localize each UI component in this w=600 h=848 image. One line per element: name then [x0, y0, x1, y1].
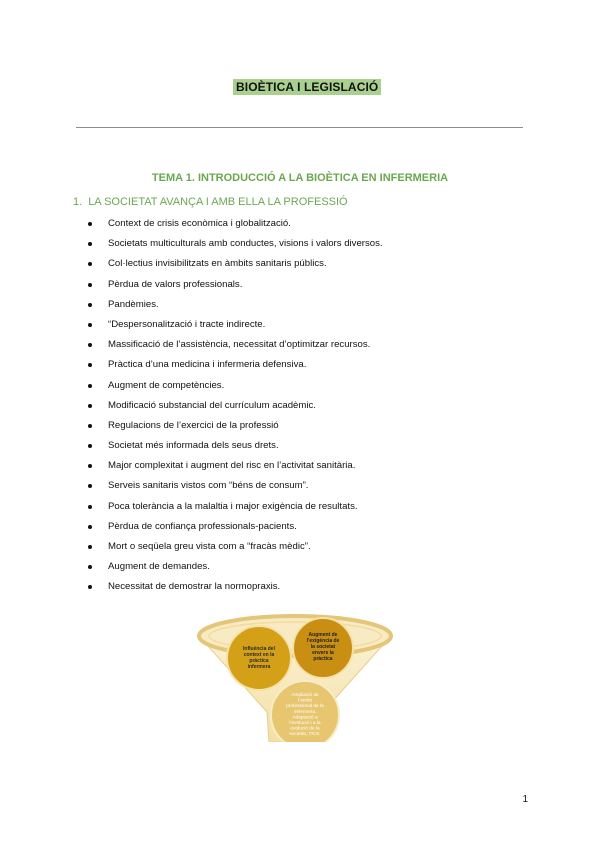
bullet-icon [88, 464, 92, 468]
diagram-label-line: evolució de la [290, 726, 320, 732]
list-item: Augment de competències. [88, 378, 383, 398]
diagram-label-line: infermera [247, 664, 271, 670]
list-item: Augment de demandes. [88, 559, 383, 579]
bullet-icon [88, 525, 92, 529]
bullet-icon [88, 444, 92, 448]
bullet-list [88, 216, 383, 600]
section-heading [73, 196, 348, 208]
title-divider [76, 127, 523, 128]
list-item: Context de crisis econòmica i globalització. [88, 216, 383, 236]
diagram-label-line: l’exigència de [306, 638, 340, 644]
list-item: Modificació substancial del currículum acadèmic. [88, 398, 383, 418]
diagram-label-line: la societat [310, 644, 336, 650]
bullet-icon [88, 323, 92, 327]
diagram-label-line: Adaptació a [292, 715, 318, 721]
list-item: Massificació de l’assistència, necessitat d’optimitzar recursos. [88, 337, 383, 357]
section-title: LA SOCIETAT AVANÇA I AMB ELLA LA PROFESSIÓ [88, 196, 348, 208]
diagram-label-line: pràctica [249, 658, 269, 664]
list-item: Necessitat de demostrar la normopraxis. [88, 579, 383, 599]
bullet-icon [88, 343, 92, 347]
list-item: Societat més informada dels seus drets. [88, 438, 383, 458]
diagram-label-line: pràctica [313, 656, 333, 662]
circle-society-demand [293, 618, 353, 678]
list-item: Pèrdua de valors professionals. [88, 277, 383, 297]
diagram-label-line: context en la [243, 652, 275, 658]
topic-title: TEMA 1. INTRODUCCIÓ A LA BIOÈTICA EN INFERMERIA [151, 172, 449, 184]
diagram-label-line: infermeria. [293, 709, 317, 715]
diagram-label-line: envers la [312, 650, 334, 656]
bullet-icon [88, 283, 92, 287]
list-item: Poca tolerància a la malaltia i major exigència de resultats. [88, 499, 383, 519]
list-item: Mort o seqüela greu vista com a “fracàs mèdic”. [88, 539, 383, 559]
funnel-diagram [195, 612, 395, 742]
diagram-label-line: l’àmbit [298, 698, 312, 704]
bullet-icon [88, 303, 92, 307]
diagram-label-line: societat, TICS. [289, 732, 321, 738]
bullet-icon [88, 384, 92, 388]
list-item: Pràctica d’una medicina i infermeria defensiva. [88, 357, 383, 377]
bullet-icon [88, 545, 92, 549]
list-item: Col·lectius invisibilitzats en àmbits sanitaris públics. [88, 256, 383, 276]
diagram-label-line: l’evolució i a la [289, 721, 321, 726]
circle-professional-scope [271, 681, 339, 742]
bullet-icon [88, 424, 92, 428]
bullet-icon [88, 565, 92, 569]
diagram-label-line: professional de la [286, 704, 324, 710]
bullet-icon [88, 262, 92, 266]
bullet-icon [88, 484, 92, 488]
list-item: Pandèmies. [88, 297, 383, 317]
list-item: Pèrdua de confiança professionals-pacients. [88, 519, 383, 539]
diagram-label-line: Ampliació de [291, 693, 319, 698]
list-item: Serveis sanitaris vistos com “béns de consum”. [88, 478, 383, 498]
list-item: Societats multiculturals amb conductes, visions i valors diversos. [88, 236, 383, 256]
bullet-icon [88, 404, 92, 408]
bullet-icon [88, 505, 92, 509]
diagram-label-line: Influència del [243, 646, 275, 652]
bullet-icon [88, 585, 92, 589]
section-number: 1. [73, 196, 83, 208]
bullet-icon [88, 222, 92, 226]
list-item: Regulacions de l’exercici de la professió [88, 418, 383, 438]
bullet-icon [88, 242, 92, 246]
diagram-label-line: Augment de [308, 632, 338, 638]
list-item: “Despersonalització i tracte indirecte. [88, 317, 383, 337]
circle-context-influence [227, 626, 291, 690]
page-number: 1 [522, 794, 528, 805]
bullet-icon [88, 363, 92, 367]
document-title: BIOÈTICA I LEGISLACIÓ [233, 79, 381, 95]
list-item: Major complexitat i augment del risc en l’activitat sanitària. [88, 458, 383, 478]
